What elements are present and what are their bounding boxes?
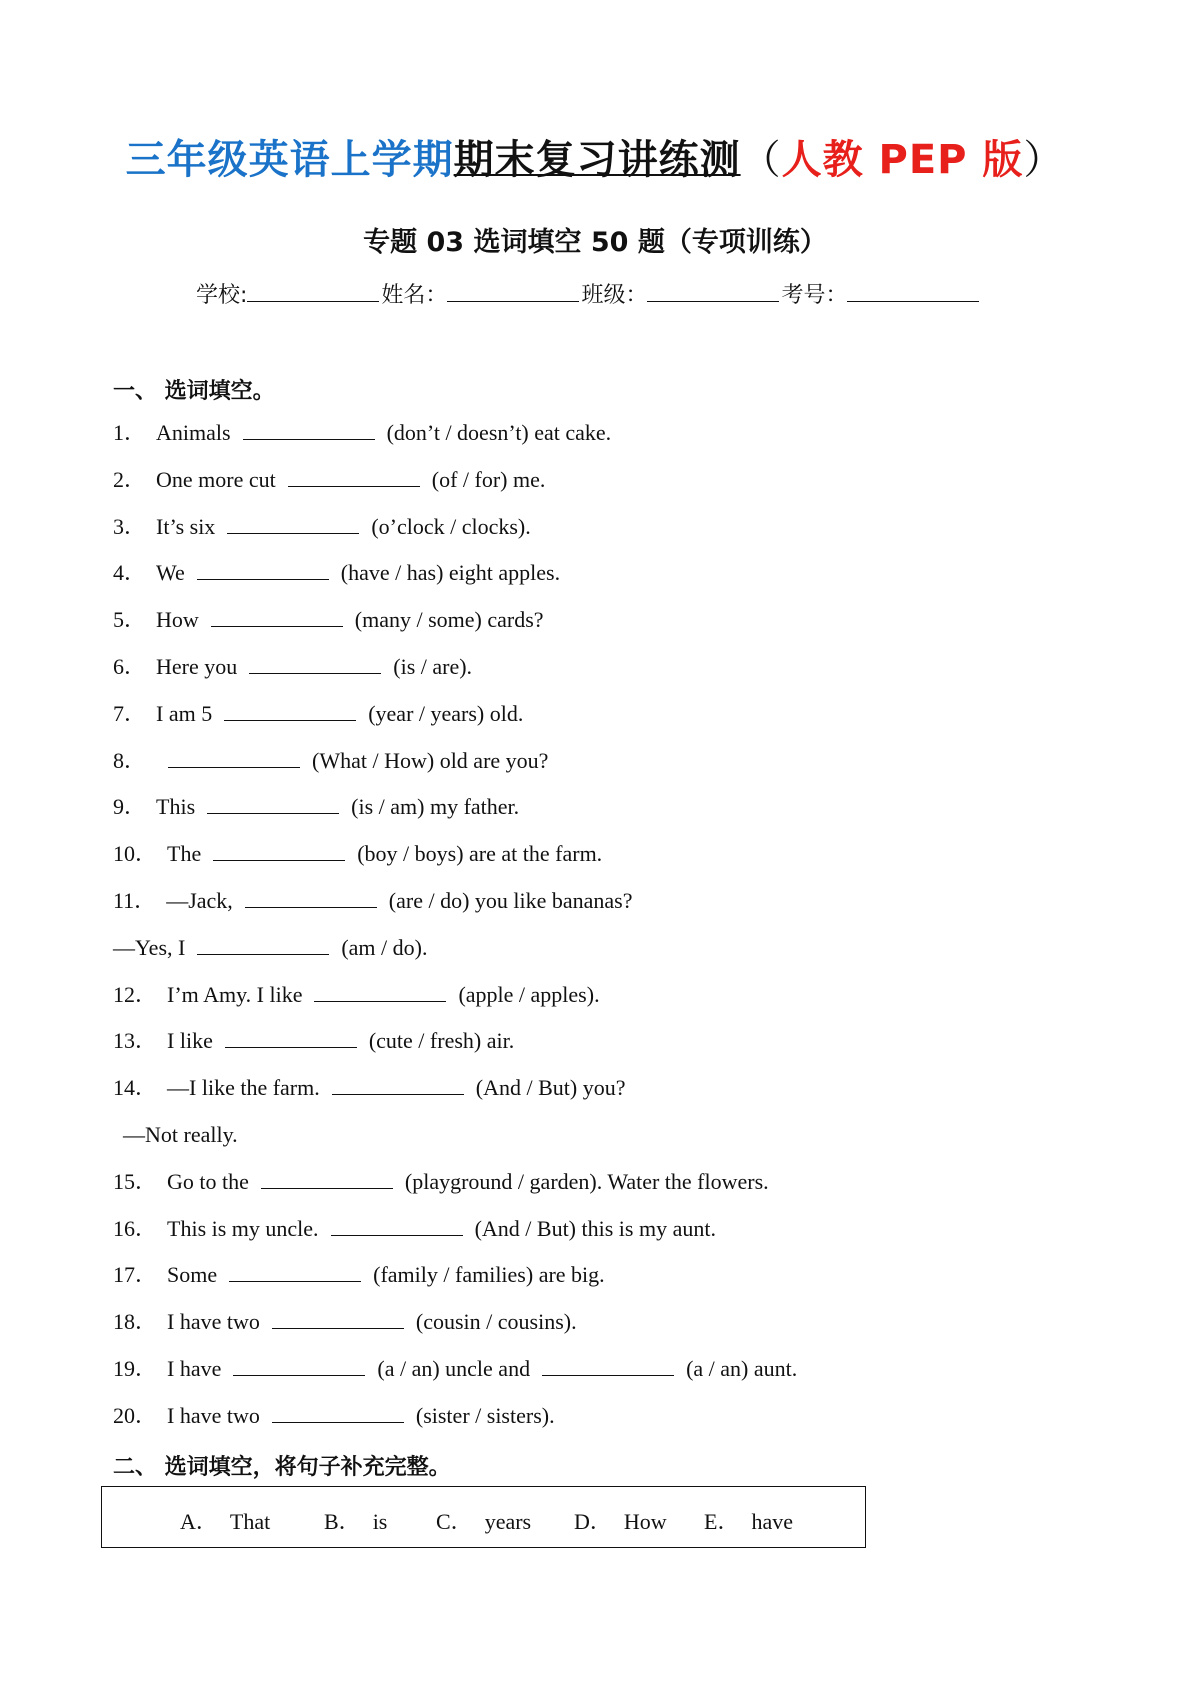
question-text-after: (are / do) you like bananas? — [388, 888, 633, 913]
question-text-after: (year / years) old. — [368, 700, 524, 726]
question-text-before: —Not really. — [123, 1122, 238, 1147]
question-number: 9． — [113, 794, 147, 820]
question-text-before: It’s six — [156, 513, 216, 539]
question-number: 14． — [113, 1075, 158, 1101]
option-d: D． How — [574, 1509, 667, 1534]
question-row — [113, 935, 428, 961]
question-text-after: (sister / sisters). — [415, 1402, 555, 1428]
question-text-after: (a / an) aunt. — [686, 1356, 798, 1381]
answer-blank[interactable] — [229, 1263, 361, 1282]
question-row — [113, 1028, 514, 1054]
question-row — [113, 1356, 797, 1382]
question-row — [123, 1122, 238, 1148]
question-text-after: (is / are). — [393, 654, 473, 679]
question-text-after: (o’clock / clocks). — [371, 513, 531, 539]
answer-blank[interactable] — [213, 842, 345, 861]
question-number: 18． — [113, 1309, 158, 1335]
question-row — [113, 467, 545, 493]
question-text-after: (of / for) me. — [431, 466, 546, 492]
answer-blank[interactable] — [272, 1404, 404, 1423]
question-number: 16． — [113, 1215, 158, 1241]
class-field[interactable] — [647, 279, 779, 302]
question-text-before: Go to the — [167, 1168, 249, 1194]
answer-blank[interactable] — [197, 936, 329, 955]
option-c: C． years — [436, 1509, 532, 1534]
question-text-before: The — [167, 841, 202, 867]
question-number: 7． — [113, 700, 147, 726]
question-text-before: I’m Amy. I like — [167, 981, 303, 1007]
question-text-before: One more cut — [156, 466, 276, 492]
answer-blank[interactable] — [314, 983, 446, 1002]
question-text-after: (many / some) cards? — [354, 607, 544, 633]
question-number: 11． — [113, 888, 157, 913]
question-text-before: I like — [167, 1028, 213, 1054]
title-paren-close: ） — [1023, 137, 1065, 183]
question-row — [113, 560, 560, 586]
question-number: 4． — [113, 560, 147, 586]
question-number: 2． — [113, 466, 147, 492]
question-text-after: (apple / apples). — [458, 981, 600, 1007]
answer-blank[interactable] — [288, 468, 420, 487]
question-number: 1． — [113, 420, 147, 445]
question-number: 8． — [113, 747, 147, 773]
option-b: B． is — [324, 1509, 388, 1534]
answer-blank[interactable] — [197, 561, 329, 580]
option-a: A． That — [180, 1509, 271, 1534]
answer-blank[interactable] — [261, 1170, 393, 1189]
title-review-series: 期末复习讲练测 — [453, 137, 741, 183]
word-bank — [101, 1486, 866, 1548]
question-row — [113, 1309, 577, 1335]
question-number: 17． — [113, 1262, 158, 1288]
question-text-before: I have two — [167, 1309, 260, 1335]
question-text-before: Animals — [156, 420, 231, 445]
answer-blank[interactable] — [245, 889, 377, 908]
question-number: 6． — [113, 654, 147, 679]
question-text-after: (am / do). — [341, 934, 428, 960]
answer-blank[interactable] — [168, 749, 300, 768]
question-row — [113, 748, 548, 774]
answer-blank[interactable] — [542, 1357, 674, 1376]
answer-blank[interactable] — [207, 795, 339, 814]
title-edition: 人教 PEP 版 — [781, 137, 1024, 183]
exam-number-label: 考号： — [781, 283, 848, 308]
question-number: 13． — [113, 1028, 158, 1054]
question-row — [113, 1169, 769, 1195]
question-row — [113, 841, 602, 867]
question-row — [113, 888, 633, 914]
question-text-before: We — [156, 560, 185, 586]
question-number: 5． — [113, 607, 147, 633]
question-text-after: (cousin / cousins). — [415, 1309, 577, 1335]
answer-blank[interactable] — [233, 1357, 365, 1376]
question-text-after: (What / How) old are you? — [312, 747, 549, 773]
question-text-after: (don’t / doesn’t) eat cake. — [386, 420, 612, 445]
question-row — [113, 654, 472, 680]
question-text-after: (And / But) this is my aunt. — [474, 1215, 716, 1241]
question-text-after: (family / families) are big. — [373, 1262, 605, 1288]
exam-number-field[interactable] — [847, 279, 979, 302]
question-text-before: —I like the farm. — [167, 1075, 320, 1101]
class-label: 班级： — [581, 283, 648, 308]
title-grade-course: 三年级英语上学期 — [125, 137, 454, 183]
question-row — [113, 1216, 716, 1242]
answer-blank[interactable] — [225, 1029, 357, 1048]
question-text-before: I have — [167, 1356, 222, 1381]
question-text-after: (And / But) you? — [475, 1075, 626, 1101]
question-row — [113, 794, 519, 820]
answer-blank[interactable] — [249, 655, 381, 674]
question-text-after: (playground / garden). Water the flowers. — [404, 1168, 769, 1194]
question-text-before: How — [156, 607, 199, 633]
answer-blank[interactable] — [331, 1217, 463, 1236]
school-field[interactable] — [247, 279, 379, 302]
question-row — [113, 701, 523, 727]
question-text-before: —Yes, I — [113, 934, 186, 960]
question-text-before: I have two — [167, 1402, 260, 1428]
answer-blank[interactable] — [211, 608, 343, 627]
question-row — [113, 514, 531, 540]
question-number: 12． — [113, 981, 158, 1007]
question-text-before: This — [156, 794, 196, 820]
question-text-before: I am 5 — [156, 700, 213, 726]
question-text-middle: (a / an) uncle and — [377, 1356, 531, 1381]
section-1-heading: 一、 选词填空。 — [113, 379, 275, 404]
answer-blank[interactable] — [272, 1310, 404, 1329]
question-row — [113, 982, 600, 1008]
question-text-before: Some — [167, 1262, 218, 1288]
question-row — [113, 420, 611, 446]
document-title — [0, 128, 1190, 185]
document-subtitle: 专题 03 选词填空 50 题（专项训练） — [363, 227, 827, 258]
answer-blank[interactable] — [227, 515, 359, 534]
question-text-before: Here you — [156, 654, 238, 679]
question-text-after: (cute / fresh) air. — [368, 1028, 515, 1054]
question-number: 10． — [113, 841, 158, 867]
answer-blank[interactable] — [224, 702, 356, 721]
question-text-before: —Jack, — [166, 888, 233, 913]
question-text-before: This is my uncle. — [167, 1215, 319, 1241]
name-field[interactable] — [447, 279, 579, 302]
question-text-after: (have / has) eight apples. — [340, 560, 561, 586]
question-row — [113, 607, 544, 633]
name-label: 姓名： — [381, 283, 448, 308]
question-row — [113, 1262, 605, 1288]
question-text-after: (boy / boys) are at the farm. — [357, 841, 603, 867]
question-row — [113, 1403, 555, 1429]
question-number: 3． — [113, 513, 147, 539]
school-label: 学校: — [196, 283, 248, 308]
answer-blank[interactable] — [243, 421, 375, 440]
student-info-line — [196, 278, 981, 309]
question-row — [113, 1075, 625, 1101]
question-number: 15． — [113, 1168, 158, 1194]
title-paren-open: （ — [740, 137, 782, 183]
section-2-heading: 二、 选词填空，将句子补充完整。 — [113, 1455, 451, 1480]
question-number: 20． — [113, 1402, 158, 1428]
question-text-after: (is / am) my father. — [351, 794, 520, 820]
question-number: 19． — [113, 1356, 158, 1381]
option-e: E． have — [704, 1509, 793, 1534]
answer-blank[interactable] — [332, 1076, 464, 1095]
